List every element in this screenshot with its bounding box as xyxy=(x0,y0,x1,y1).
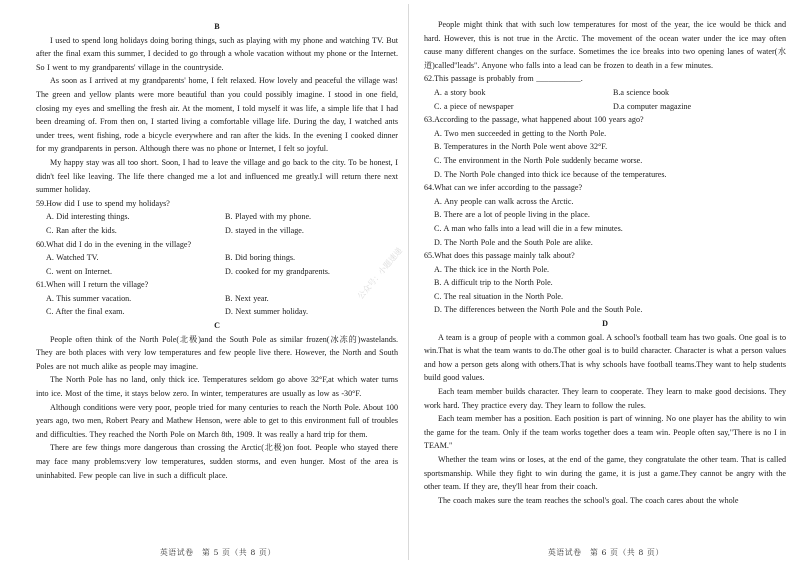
option: A. Watched TV. xyxy=(46,253,99,263)
option: D. The North Pole and the South Pole are alike. xyxy=(434,237,593,247)
question-63-options xyxy=(424,127,786,181)
option: A. a story book xyxy=(434,87,486,97)
watermark: 公众号：小题速递 xyxy=(355,246,405,301)
passage-c-paragraph: There are few things more dangerous than crossing the Arctic(北极)on foot. People who stayed there may face many problems:very low temperatures, sudden storms, and even hunger. Most of the area is uninhabited. Few people can live in such a difficult place. xyxy=(36,443,398,480)
question-59-options xyxy=(36,210,398,237)
question-65: 65.What does this passage mainly talk about? xyxy=(424,251,575,261)
option: C. a piece of newspaper xyxy=(434,101,514,111)
page-footer-6: 英语试卷 第 6 页（共 8 页） xyxy=(548,548,664,557)
passage-c-paragraph: People might think that with such low temperatures for most of the year, the ice would be thick and hard. However, this is not true in the Arctic. The movement of the ocean water under the ice may often cause many different changes on the surface. Sometimes the ice breaks into two opening lanes of water(水道)called"leads". Anyone who falls into a lead can be frozen to death in a few minutes. xyxy=(424,20,786,70)
section-c-heading: C xyxy=(214,321,220,331)
option: C. The real situation in the North Pole. xyxy=(434,291,564,301)
passage-d-paragraph: Whether the team wins or loses, at the end of the game, they congratulate the other team. That is called sportsmanship. While they fight to win during the game, it is just a game.They cannot be angry with the other team. If they are, they'll hear from their coach. xyxy=(424,455,786,492)
option: D.a computer magazine xyxy=(613,101,692,111)
question-62-options xyxy=(424,86,786,113)
passage-b-paragraph: I used to spend long holidays doing boring things, such as playing with my phone and watching TV. But after the final exam this summer, I decided to go through a whole vacation without my phone or the Internet. So I went to my grandparents' village in the countryside. xyxy=(36,35,398,72)
option: B. A difficult trip to the North Pole. xyxy=(434,278,553,288)
question-60: 60.What did I do in the evening in the village? xyxy=(36,239,192,249)
option: A. Two men succeeded in getting to the North Pole. xyxy=(434,128,607,138)
page-5 xyxy=(36,0,398,565)
page-divider xyxy=(408,4,409,560)
option: C. went on Internet. xyxy=(46,266,113,276)
question-59: 59.How did I use to spend my holidays? xyxy=(36,198,170,208)
passage-b-paragraph: As soon as I arrived at my grandparents' home, I felt relaxed. How lovely and peaceful the village was! The green and yellow plants were more beautiful than you could possibly imagine. I stood in one field, closing my eyes and smelling the fresh air. At the moment, I told myself it was life, a simple life that I had been dreaming of. From then on, I started living a comfortable village life. During the day, I watched ants under trees, went fishing, rode a bicycle everywhere and ran after the kids. In the evening I cooked dinner for my grandparents in person. Although there was no phone or Internet, I felt so joyful. xyxy=(36,76,398,154)
option: B. Did boring things. xyxy=(225,253,296,263)
option: A. This summer vacation. xyxy=(46,293,132,303)
question-62: 62.This passage is probably from ___________. xyxy=(424,74,583,84)
option: B. There are a lot of people living in the place. xyxy=(434,210,590,220)
option: D. The North Pole changed into thick ice because of the temperatures. xyxy=(434,169,667,179)
option: C. After the final exam. xyxy=(46,307,125,317)
question-63: 63.According to the passage, what happened about 100 years ago? xyxy=(424,115,644,125)
option: D. The differences between the North Pole and the South Pole. xyxy=(434,305,643,315)
option: A. Did interesting things. xyxy=(46,212,130,222)
option: C. A man who falls into a lead will die in a few minutes. xyxy=(434,223,623,233)
page-6 xyxy=(424,0,786,565)
option: D. Next summer holiday. xyxy=(225,307,309,317)
option: C. The environment in the North Pole suddenly became worse. xyxy=(434,155,643,165)
option: A. Any people can walk across the Arctic. xyxy=(434,196,574,206)
passage-c-paragraph: The North Pole has no land, only thick ice. Temperatures seldom go above 32°F,at which water turns into ice. Most of the time, it stays below zero. In winter, temperatures are usually as low as -30°F. xyxy=(36,375,398,399)
option: C. Ran after the kids. xyxy=(46,225,117,235)
question-61: 61.When will I return the village? xyxy=(36,280,149,290)
passage-c-paragraph: People often think of the North Pole(北极)and the South Pole as similar frozen(冰冻的)wastelands. They are both places with very low temperatures and few people live there. However, the North and South Poles are not much alike as people may imagine. xyxy=(36,334,398,371)
section-d-heading: D xyxy=(602,319,608,329)
option: D. stayed in the village. xyxy=(225,225,304,235)
option: B. Temperatures in the North Pole went above 32°F. xyxy=(434,142,608,152)
page-footer-5: 英语试卷 第 5 页（共 8 页） xyxy=(160,548,276,557)
section-b-heading: B xyxy=(214,22,220,31)
question-64-options xyxy=(424,195,786,249)
option: B. Played with my phone. xyxy=(225,212,312,222)
passage-d-paragraph: The coach makes sure the team reaches the school's goal. The coach cares about the whole xyxy=(438,495,739,505)
passage-d-paragraph: A team is a group of people with a common goal. A school's football team has two goals. One goal is to win.That is what the team wants to do.The other goal is to build character. Character is what a person values and how a person gets along with others.That is why schools have football teams.They want to help students build good values. xyxy=(424,332,786,383)
question-65-options xyxy=(424,263,786,317)
option: B.a science book xyxy=(613,87,670,97)
passage-b-paragraph: My happy stay was all too short. Soon, I had to leave the village and go back to the city. To be honest, I didn't feel like leaving. The life there changed me a lot and influenced me greatly.I will return there next summer holiday. xyxy=(36,157,398,195)
question-60-options xyxy=(36,251,398,278)
passage-d-paragraph: Each team member has a position. Each position is part of winning. No one player has the ability to win the game for the team. Only if the team works together does a team win. People often say,"There is no I in TEAM." xyxy=(424,414,786,451)
option: D. cooked for my grandparents. xyxy=(225,266,330,276)
question-61-options xyxy=(36,292,398,319)
passage-d-paragraph: Each team member builds character. They learn to cooperate. They learn to make good decisions. They work hard. They practice every day. They learn to follow the rules. xyxy=(424,387,786,410)
option: A. The thick ice in the North Pole. xyxy=(434,264,550,274)
passage-c-paragraph: Although conditions were very poor, people tried for many centuries to reach the North Pole. About 100 years ago, two men, Robert Peary and Mathew Henson, were able to get to this environment full of troubles and difficulties. They reached the North Pole on March 8th, 1909. It was really a hard trip for them. xyxy=(36,402,398,439)
question-64: 64.What can we infer according to the passage? xyxy=(424,183,583,193)
option: B. Next year. xyxy=(225,293,269,303)
